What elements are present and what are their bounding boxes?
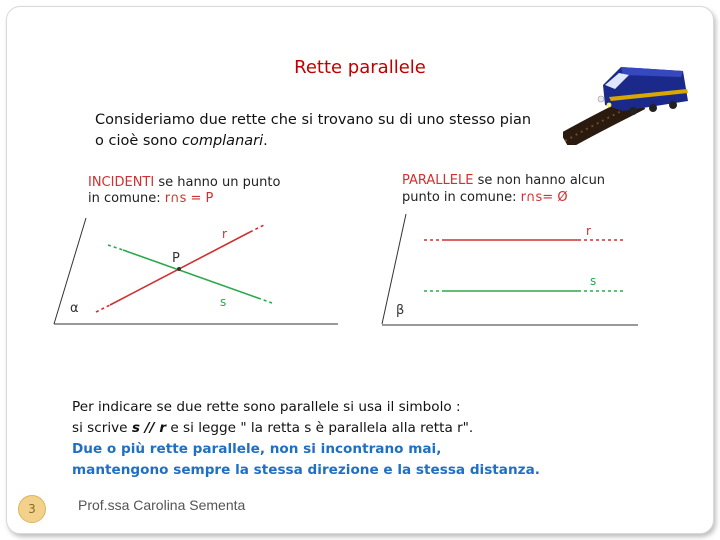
svg-text:in comune: r∩s = P — [88, 191, 214, 206]
intro-text: Consideriamo due rette che si trovano su di uno stesso pian o cioè sono complanari. — [95, 112, 532, 149]
parallele-formula: r∩s= Ø — [520, 190, 568, 205]
incidenti-label: INCIDENTI — [88, 175, 155, 190]
label-r-incident: r — [222, 227, 227, 241]
label-r-parallel: r — [586, 224, 591, 238]
svg-text:punto in comune: r∩s= Ø — [402, 190, 568, 205]
author-footer: Prof.ssa Carolina Sementa — [78, 497, 246, 513]
lines-figure — [48, 162, 640, 339]
svg-text:PARALLELE se non hanno alcun — [402, 173, 605, 188]
bottom-line-4: mantengono sempre la stessa direzione e la stessa distanza. — [72, 462, 540, 478]
parallel-symbol: s // r — [131, 420, 167, 436]
page-number: 3 — [18, 495, 46, 523]
bottom-line-1: Per indicare se due rette sono parallele si usa il simbolo : — [72, 399, 461, 415]
bottom-line-2: si scrive s // r e si legge " la retta s è parallela alla retta r". — [72, 420, 474, 436]
bottom-line-3: Due o più rette parallele, non si incontrano mai, — [72, 441, 442, 457]
svg-text:INCIDENTI se hanno un punto — [88, 175, 280, 190]
bottom-text — [72, 397, 632, 481]
parallele-rest: se non hanno alcun — [473, 173, 606, 188]
intro-italic: complanari — [181, 133, 264, 149]
label-s-parallel: s — [590, 274, 597, 288]
parallele-line2: punto in comune: — [402, 190, 521, 205]
incidenti-rest: se hanno un punto — [154, 175, 281, 190]
slide-title: Rette parallele — [294, 57, 426, 78]
incidenti-line2: in comune: — [88, 191, 165, 206]
train-icon — [563, 55, 690, 145]
label-point-p: P — [172, 251, 180, 266]
plane-beta-label: β — [396, 303, 405, 318]
point-p — [177, 267, 181, 271]
label-s-incident: s — [220, 295, 227, 309]
parallele-label: PARALLELE — [402, 173, 474, 188]
incidenti-formula: r∩s = P — [164, 191, 214, 206]
plane-alpha-label: α — [70, 301, 79, 316]
